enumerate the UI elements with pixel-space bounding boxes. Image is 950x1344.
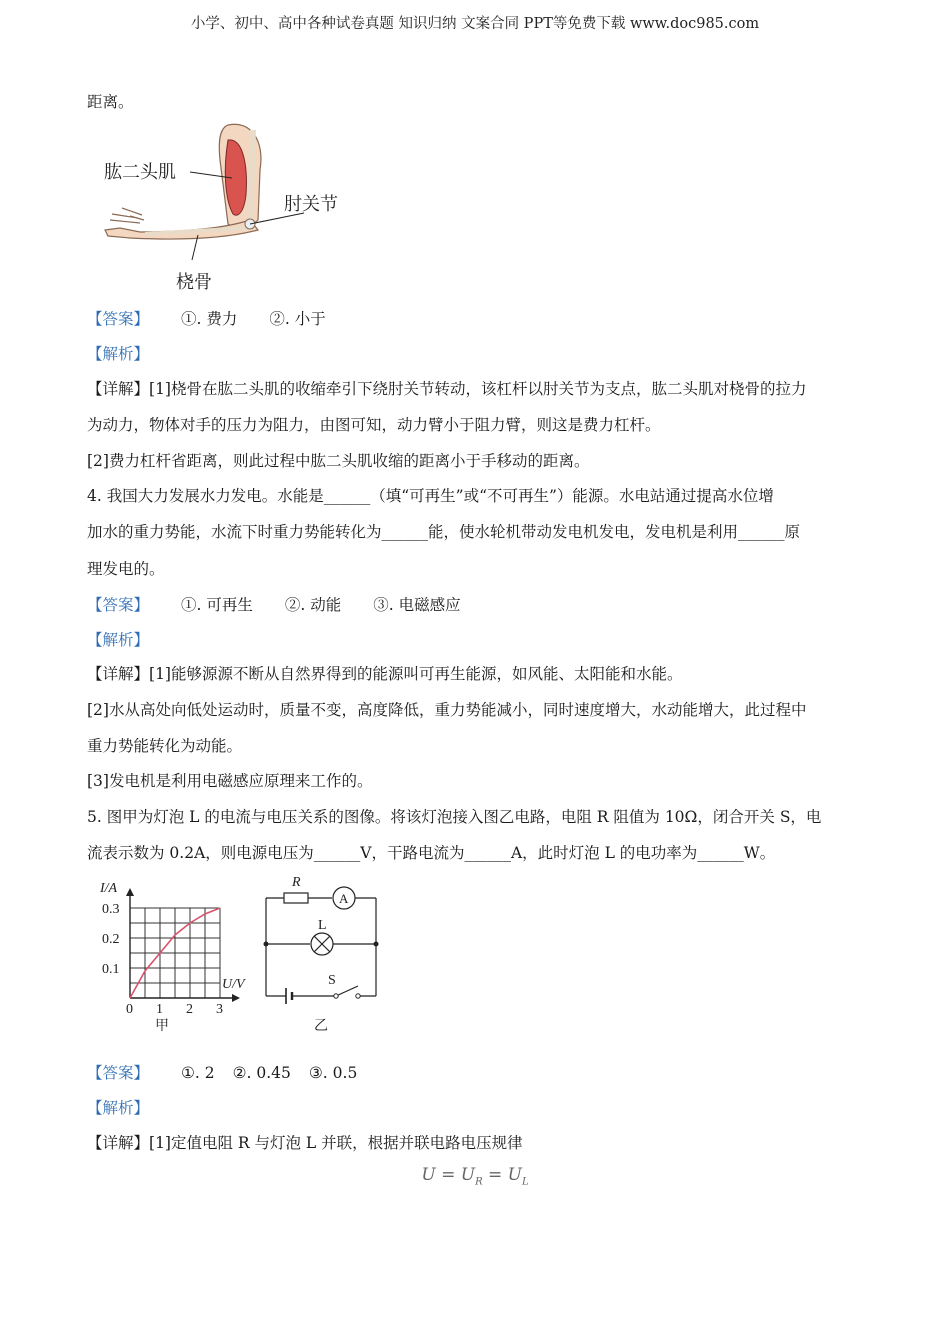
q5-stem: 5. 图甲为灯泡 L 的电流与电压关系的图像。将该灯泡接入图乙电路，电阻 R 阻值为 10Ω，闭合开关 S，电 [87,808,822,826]
answer-tag: 【答案】 [87,1064,150,1082]
answer-item: ①. 2 [181,1064,215,1082]
answer-item: ②. 小于 [269,310,326,328]
q5-stem: 流表示数为 0.2A，则电源电压为______V，干路电流为______A，此时灯泡 L 的电功率为______W。 [87,844,776,862]
analysis-tag: 【解析】 [87,1099,150,1117]
circuit-caption: 乙 [314,1019,328,1034]
eq-symbol: U [421,1165,436,1185]
resistor-label: R [292,875,301,890]
text-line: 距离。 [87,93,134,111]
x-tick-label: 3 [216,1002,223,1017]
circuit-diagram [262,872,382,1037]
answer-tag: 【答案】 [87,596,150,614]
answer-item: ①. 费力 [181,310,238,328]
q4-stem: 4. 我国大力发展水力发电。水能是______（填“可再生”或“不可再生”）能源。水电站通过提高水位增 [87,487,774,505]
q4-stem: 加水的重力势能，水流下时重力势能转化为______能，使水轮机带动发电机发电，发电机是利用______原 [87,523,801,541]
chart-caption: 甲 [155,1019,169,1034]
analysis-tag: 【解析】 [87,631,150,649]
detail-line: [2]水从高处向低处运动时，质量不变，高度降低，重力势能减小，同时速度增大，水动能增大，此过程中 [87,701,807,719]
q4-answer [87,595,461,615]
switch-contact [356,994,360,998]
analysis-tag: 【解析】 [87,345,150,363]
detail-line [87,379,806,399]
detail-text: [1]定值电阻 R 与灯泡 L 并联，根据并联电路电压规律 [149,1134,523,1152]
eq-subscript: R [475,1176,483,1188]
switch-contact [334,994,338,998]
detail-line: [2]费力杠杆省距离，则此过程中肱二头肌收缩的距离小于手移动的距离。 [87,452,590,470]
answer-item: ①. 可再生 [181,596,253,614]
q5-answer [87,1063,357,1083]
answer-item: ②. 0.45 [232,1064,291,1082]
answer-tag: 【答案】 [87,310,150,328]
junction-dot [264,942,269,947]
lamp-label: L [318,918,327,933]
eq-symbol: U [507,1165,522,1185]
detail-text: [1]桡骨在肱二头肌的收缩牵引下绕肘关节转动，该杠杆以肘关节为支点，肱二头肌对桡骨的拉力 [149,380,807,398]
page-header: 小学、初中、高中各种试卷真题 知识归纳 文案合同 PPT等免费下载 www.doc985.com [190,16,760,32]
q3-answer [87,309,326,329]
eq-subscript: L [522,1176,529,1188]
y-tick-label: 0.3 [102,902,120,917]
eq-symbol: U [460,1165,476,1185]
switch-label: S [328,973,336,988]
circuit-svg [262,872,382,1037]
detail-tag: 【详解】 [87,665,150,683]
voltage-equation [0,1165,950,1187]
x-axis-arrow [232,994,240,1002]
answer-item: ②. 动能 [284,596,342,614]
eq-sign: = [482,1165,508,1185]
detail-line: 为动力，物体对手的压力为阻力，由图可知，动力臂小于阻力臂，则这是费力杠杆。 [87,416,661,434]
detail-line: 重力势能转化为动能。 [87,737,243,755]
arm-figure [100,120,360,293]
radius-label: 桡骨 [176,272,212,293]
y-axis-arrow [126,888,134,896]
eq-sign: = [435,1165,461,1185]
detail-text: [1]能够源源不断从自然界得到的能源叫可再生能源，如风能、太阳能和水能。 [149,665,683,683]
answer-item: ③. 电磁感应 [373,596,461,614]
answer-item: ③. 0.5 [308,1064,358,1082]
y-axis-label: I/A [100,881,118,896]
iv-chart [98,876,263,1036]
q4-stem: 理发电的。 [87,560,165,578]
junction-dot [374,942,379,947]
y-tick-label: 0.1 [102,962,120,977]
y-tick-label: 0.2 [102,932,120,947]
x-tick-label: 2 [186,1002,193,1017]
x-axis-label: U/V [222,977,245,992]
ammeter-label: A [339,891,349,906]
detail-tag: 【详解】 [87,380,150,398]
x-tick-label: 1 [156,1002,163,1017]
iv-chart-svg [98,876,263,1036]
detail-line: [3]发电机是利用电磁感应原理来工作的。 [87,772,373,790]
biceps-label: 肱二头肌 [104,162,176,183]
detail-line [87,1133,523,1153]
elbow-label: 肘关节 [284,194,338,215]
detail-tag: 【详解】 [87,1134,150,1152]
detail-line [87,664,682,684]
x-tick-label: 0 [126,1002,133,1017]
